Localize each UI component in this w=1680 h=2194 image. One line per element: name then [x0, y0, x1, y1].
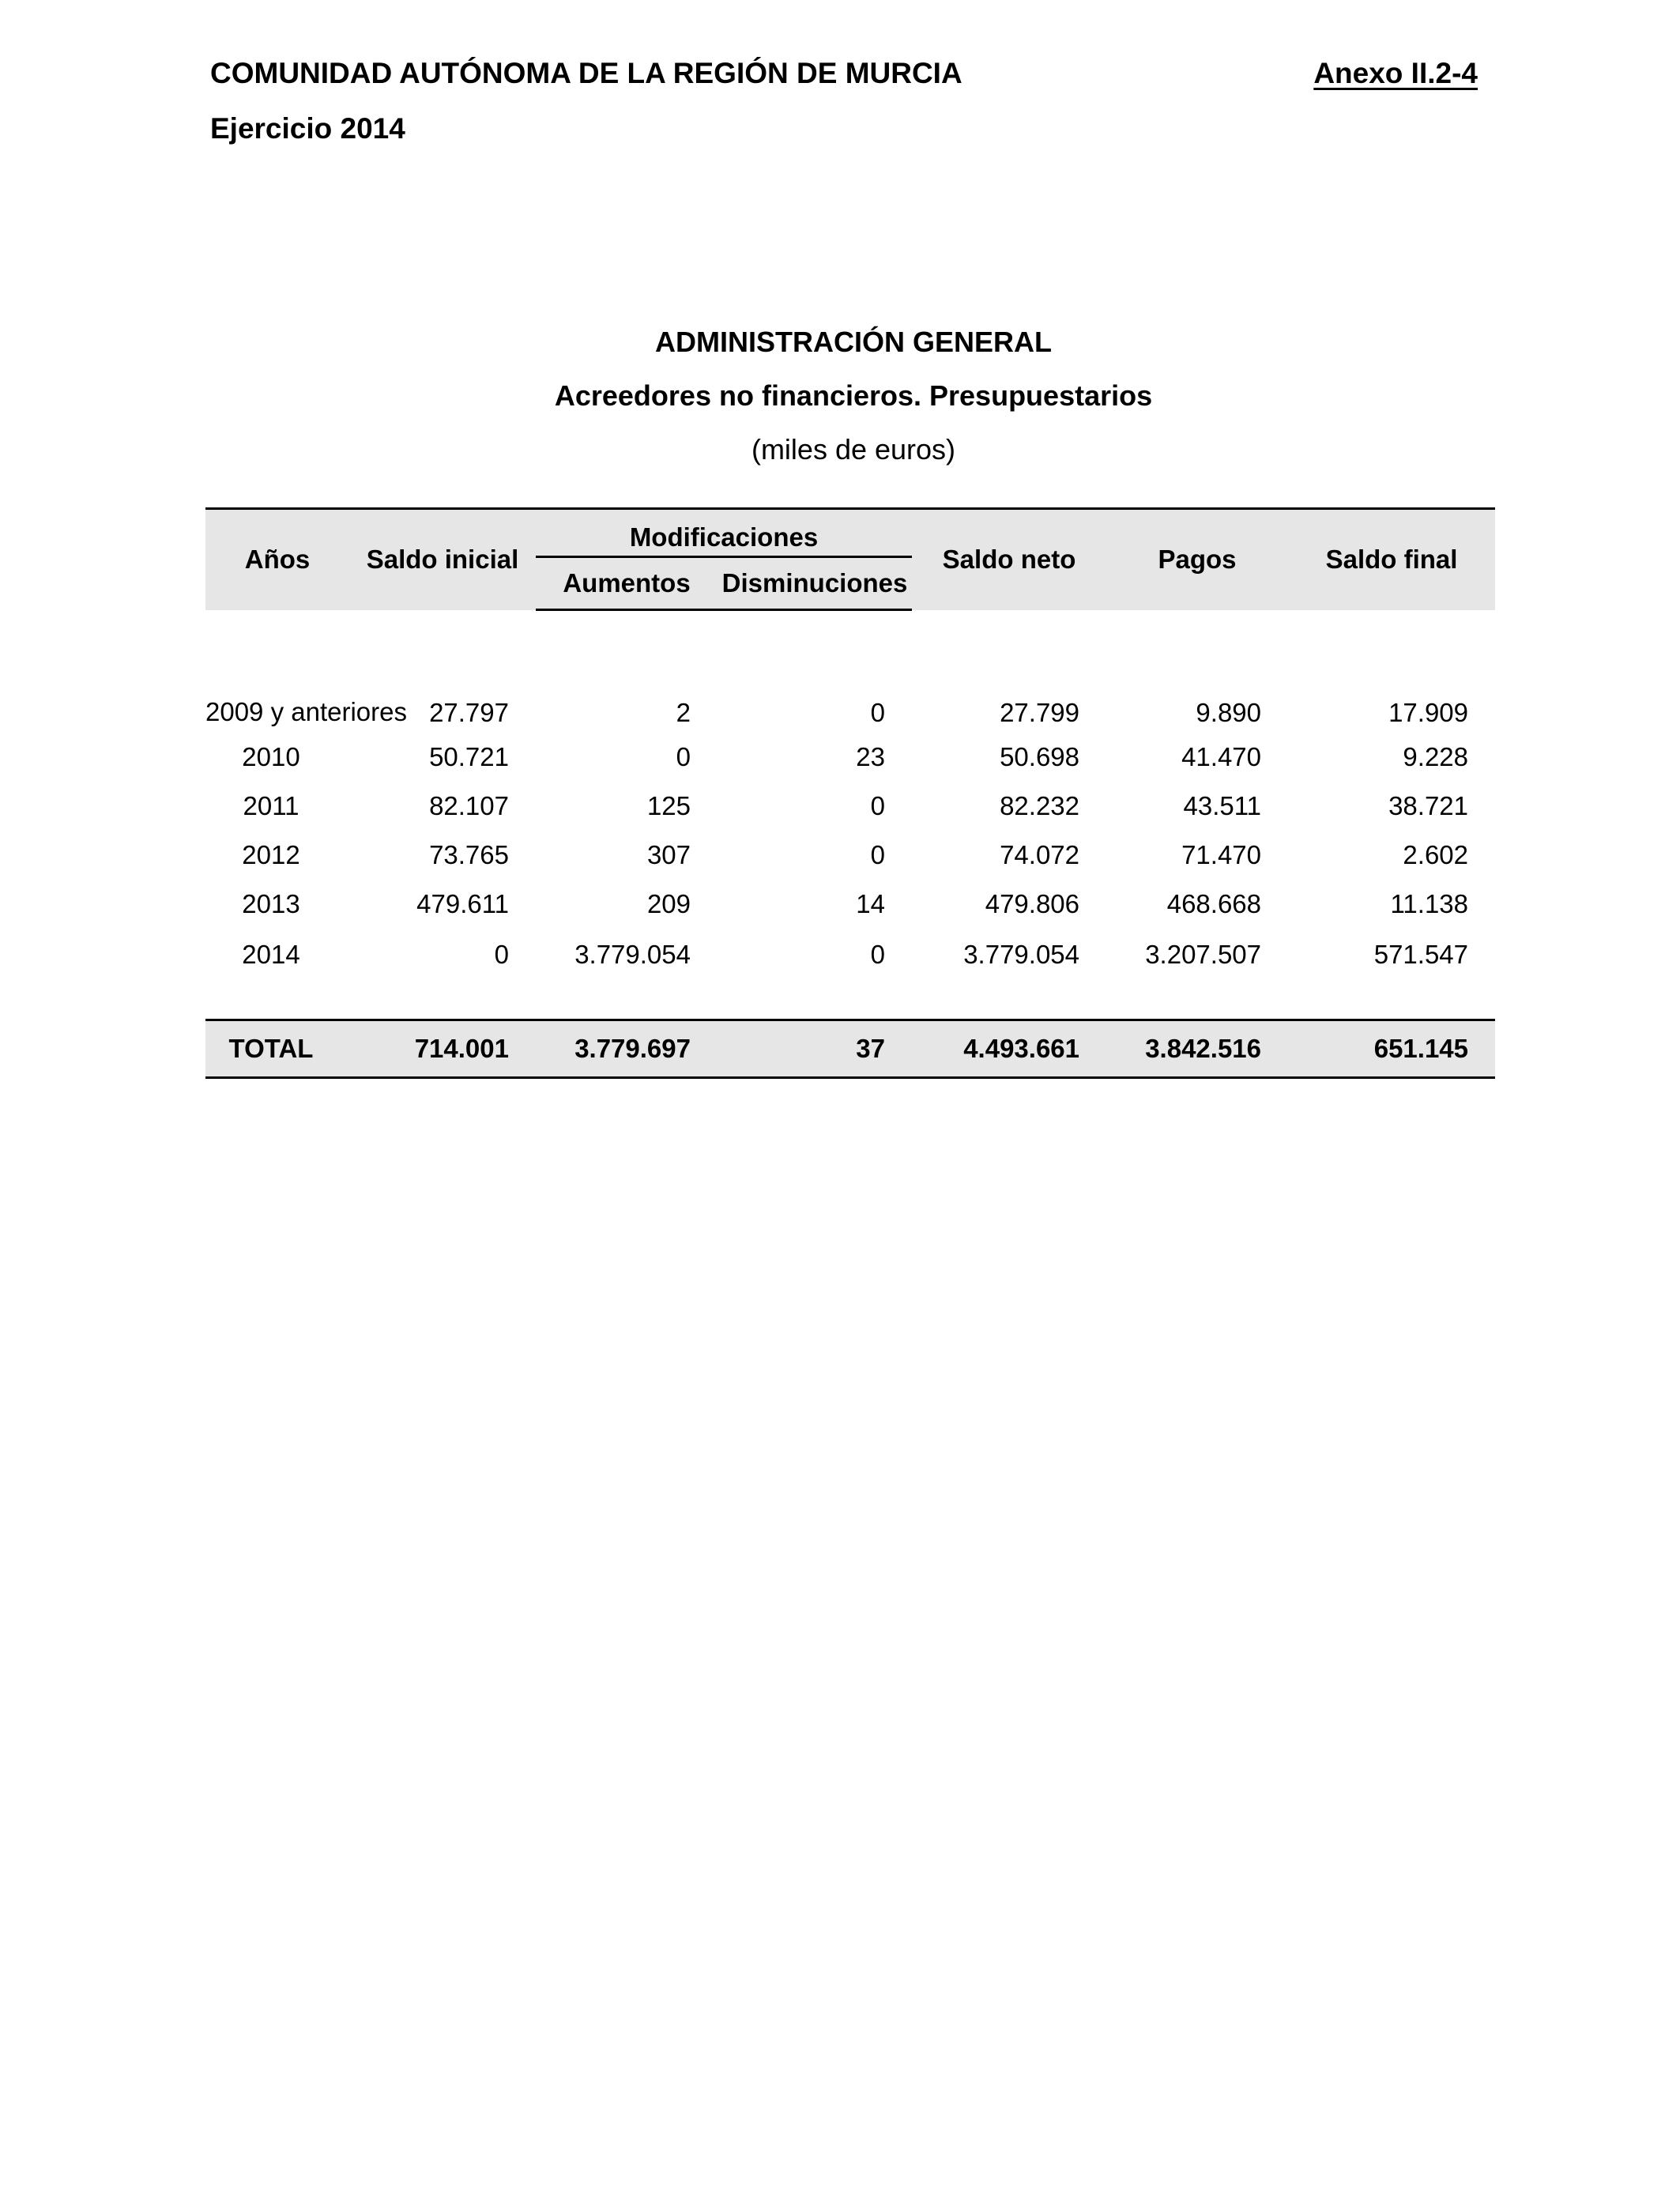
year-cell: 2014 [242, 940, 300, 969]
final-balance-cell: 38.721 [1388, 791, 1469, 820]
col-header-decreases: Disminuciones [718, 557, 912, 610]
total-increases: 3.779.697 [536, 1020, 718, 1078]
table-row [205, 733, 1495, 782]
payments-cell: 3.207.507 [1145, 940, 1262, 969]
col-header-increases: Aumentos [536, 557, 718, 610]
fiscal-year-label: Ejercicio 2014 [210, 112, 405, 145]
col-header-payments: Pagos [1106, 509, 1288, 610]
net-balance-cell: 3.779.054 [963, 940, 1080, 969]
total-row [205, 1020, 1495, 1078]
decreases-cell: 0 [870, 791, 886, 820]
total-label: TOTAL [205, 1020, 349, 1078]
initial-balance-cell: 50.721 [429, 742, 509, 771]
decreases-cell: 14 [856, 889, 886, 918]
organization-heading: COMUNIDAD AUTÓNOMA DE LA REGIÓN DE MURCIA [210, 57, 962, 89]
initial-balance-cell: 82.107 [429, 791, 509, 820]
payments-cell: 9.890 [1196, 698, 1262, 727]
initial-balance-cell: 479.611 [416, 889, 509, 918]
document-subtitle: Acreedores no financieros. Presupuestarios [554, 379, 1153, 412]
net-balance-cell: 82.232 [1000, 791, 1080, 820]
table-row [205, 880, 1495, 929]
final-balance-cell: 2.602 [1403, 840, 1469, 869]
net-balance-cell: 479.806 [985, 889, 1080, 918]
table-row [205, 831, 1495, 880]
units-note: (miles de euros) [751, 433, 956, 466]
total-final-balance: 651.145 [1288, 1020, 1495, 1078]
decreases-cell: 0 [870, 840, 886, 869]
table-row [205, 929, 1495, 981]
net-balance-cell: 50.698 [1000, 742, 1080, 771]
payments-cell: 41.470 [1181, 742, 1262, 771]
final-balance-cell: 11.138 [1390, 889, 1469, 918]
col-header-net-balance: Saldo neto [912, 509, 1106, 610]
net-balance-cell: 74.072 [1000, 840, 1080, 869]
table-row [205, 782, 1495, 831]
net-balance-cell: 27.799 [1000, 698, 1080, 727]
initial-balance-cell: 0 [494, 940, 509, 969]
table-row [205, 655, 1495, 733]
increases-cell: 2 [676, 698, 691, 727]
decreases-cell: 23 [856, 742, 886, 771]
increases-cell: 125 [646, 791, 691, 820]
decreases-cell: 0 [870, 698, 886, 727]
col-header-initial-balance: Saldo inicial [349, 509, 536, 610]
final-balance-cell: 17.909 [1388, 698, 1469, 727]
creditors-table [205, 507, 1495, 1079]
increases-cell: 0 [676, 742, 691, 771]
document-title: ADMINISTRACIÓN GENERAL [655, 326, 1052, 358]
annex-label: Anexo II.2-4 [1313, 57, 1478, 89]
payments-cell: 468.668 [1166, 889, 1262, 918]
total-net-balance: 4.493.661 [912, 1020, 1106, 1078]
final-balance-cell: 571.547 [1373, 940, 1469, 969]
total-decreases: 37 [718, 1020, 912, 1078]
payments-cell: 71.470 [1181, 840, 1262, 869]
initial-balance-cell: 27.797 [429, 698, 509, 727]
increases-cell: 209 [646, 889, 691, 918]
increases-cell: 307 [646, 840, 691, 869]
decreases-cell: 0 [870, 940, 886, 969]
final-balance-cell: 9.228 [1403, 742, 1469, 771]
year-cell: 2011 [243, 791, 299, 820]
col-header-years: Años [205, 509, 349, 610]
total-initial-balance: 714.001 [349, 1020, 536, 1078]
increases-cell: 3.779.054 [574, 940, 691, 969]
year-cell: 2010 [242, 742, 300, 771]
total-payments: 3.842.516 [1106, 1020, 1288, 1078]
year-cell: 2009 y anteriores [205, 697, 407, 726]
col-header-modifications: Modificaciones [536, 509, 912, 557]
initial-balance-cell: 73.765 [429, 840, 509, 869]
col-header-final-balance: Saldo final [1288, 509, 1495, 610]
payments-cell: 43.511 [1183, 791, 1262, 820]
year-cell: 2013 [242, 889, 300, 918]
year-cell: 2012 [242, 840, 300, 869]
